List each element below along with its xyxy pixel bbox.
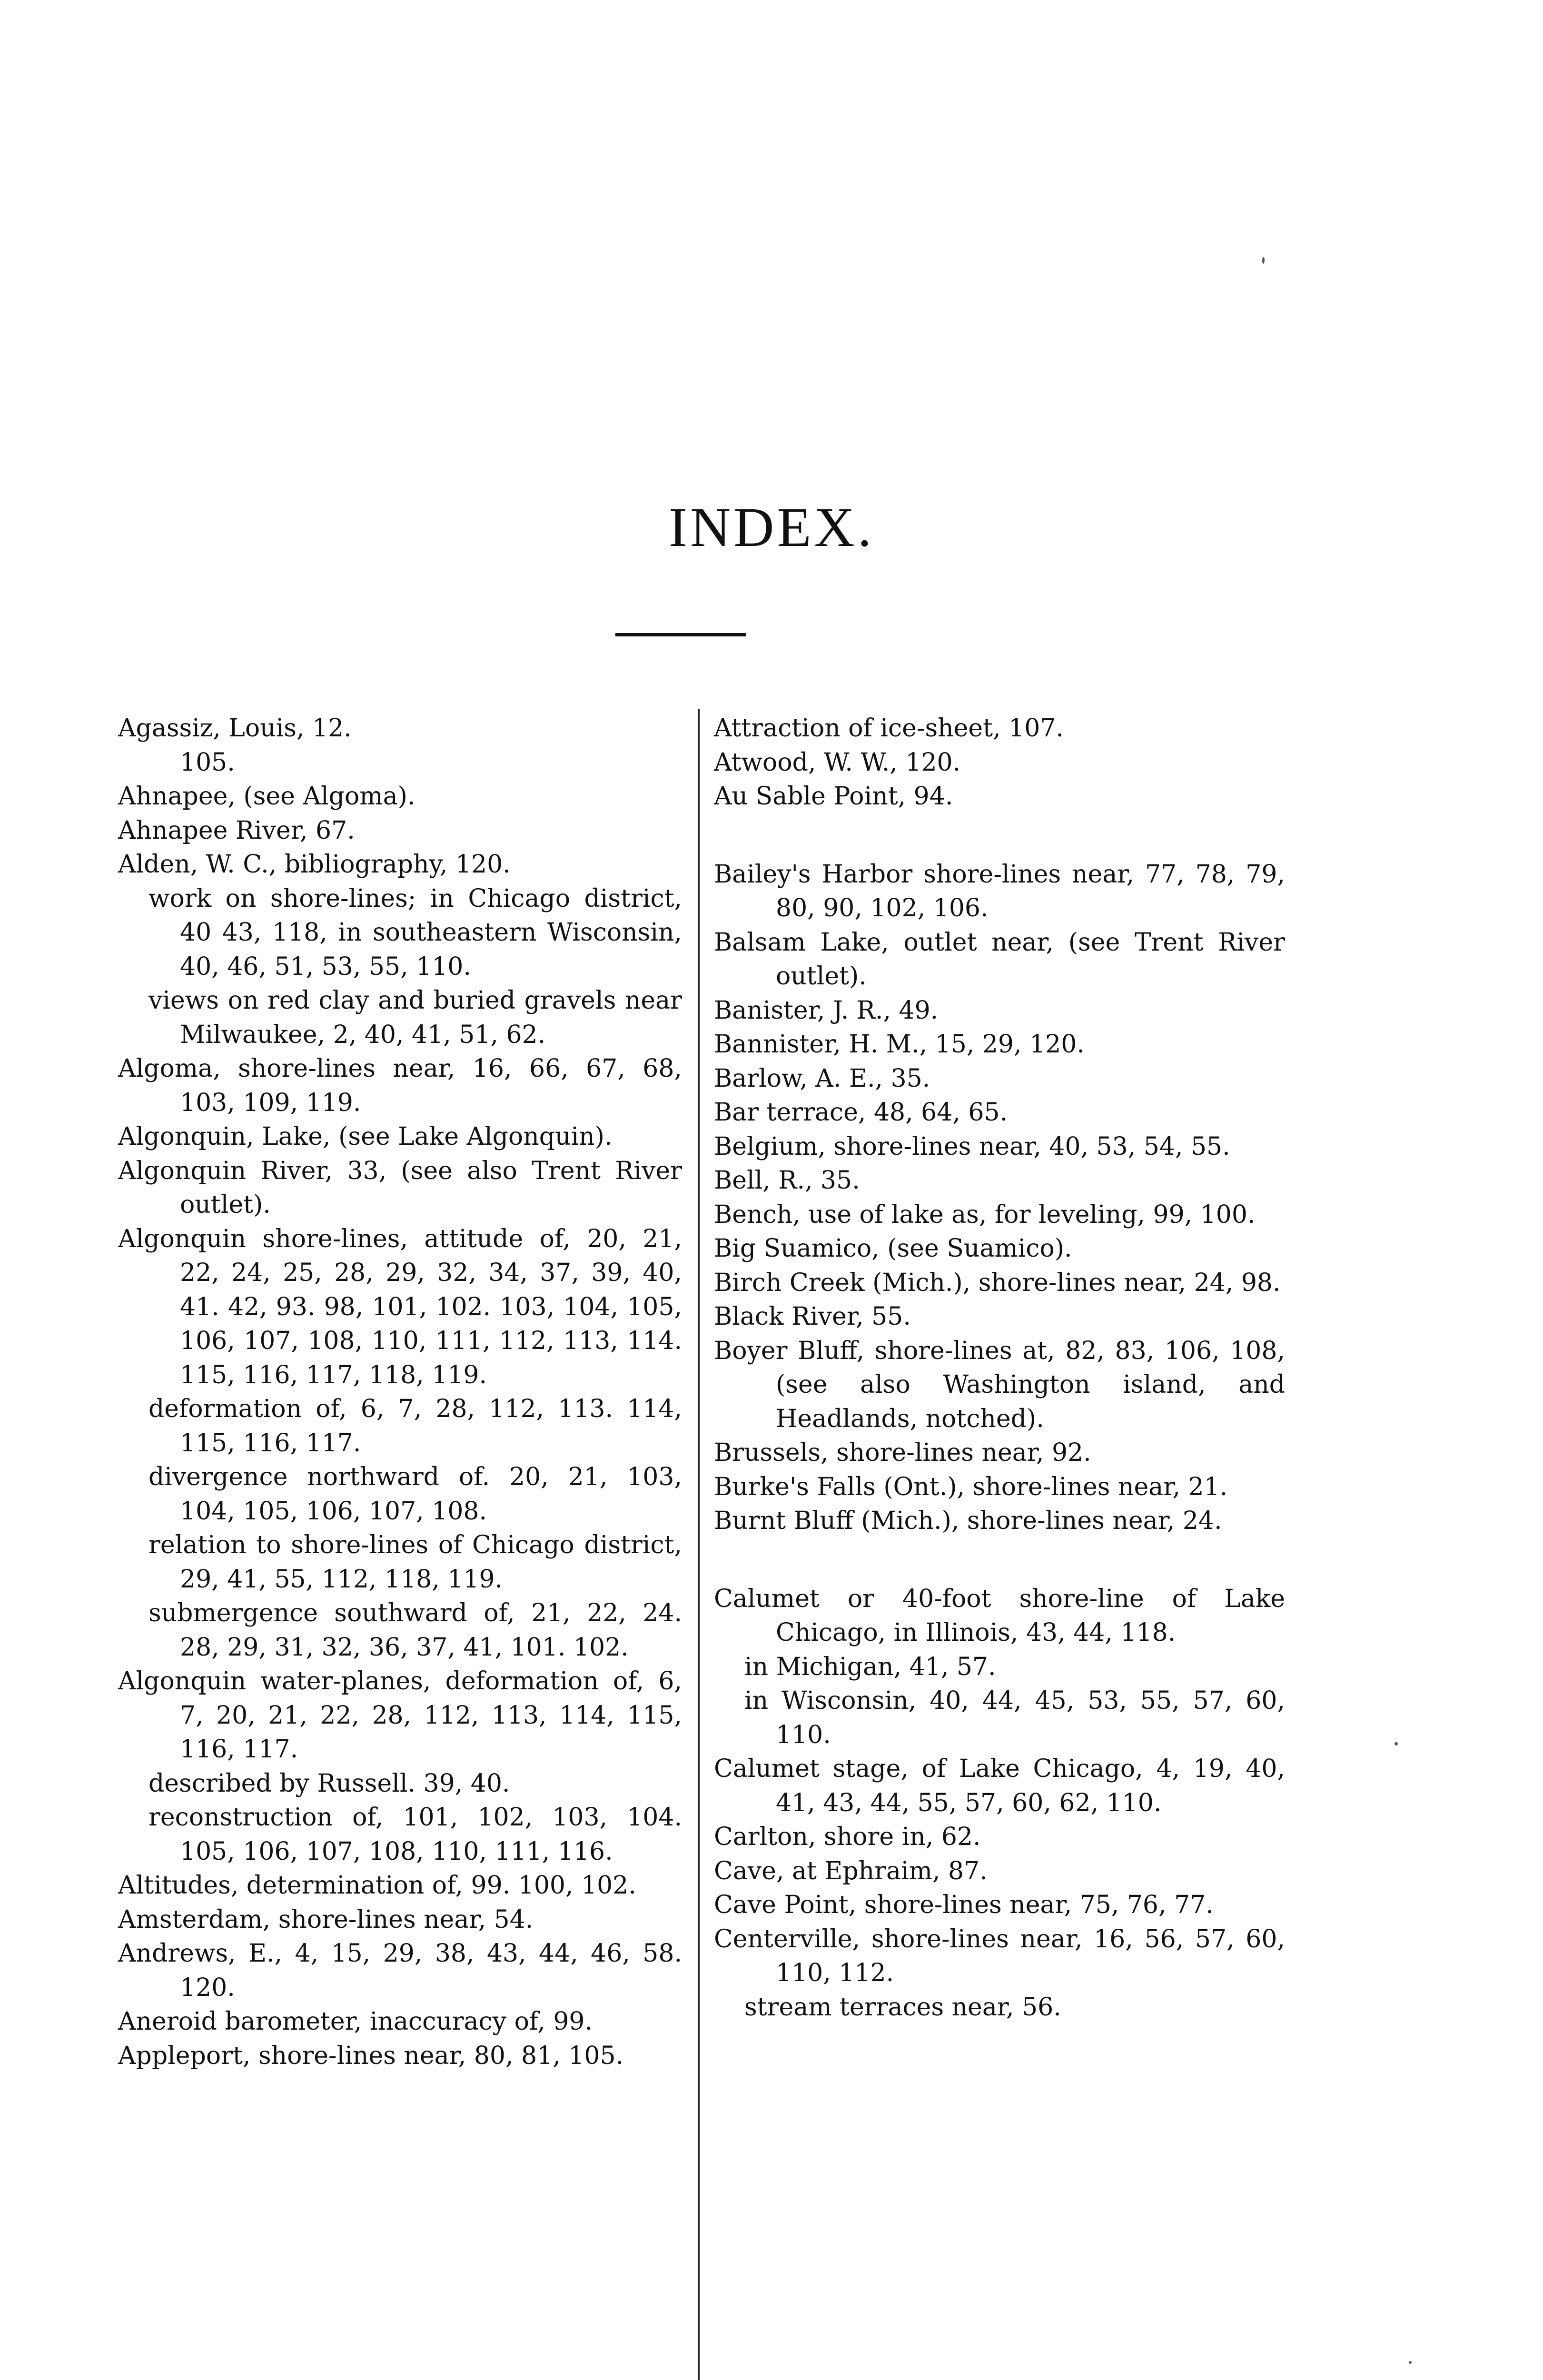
index-entry: Boyer Bluff, shore-lines at, 82, 83, 106, 108, (see also Washington island, and Headlands, notched). — [714, 1336, 1285, 1433]
index-entry: Appleport, shore-lines near, 80, 81, 105. — [118, 2041, 624, 2070]
index-entry: Algonquin, Lake, (see Lake Algonquin). — [118, 1122, 613, 1151]
index-entry: Brussels, shore-lines near, 92. — [714, 1438, 1091, 1467]
index-entry: Algonquin shore-lines, attitude of, 20, 21, 22, 24, 25, 28, 29, 32, 34, 37, 39, 40, 41. 42, 93. 98, 101, 102. 103, 104, 105, 106, 107, 108, 110, 111, 112, 113, 114. 115, 116, 117, 118, 119. — [118, 1224, 682, 1389]
index-subentry: divergence northward of. 20, 21, 103, 104, 105, 106, 107, 108. — [148, 1463, 682, 1526]
index-entry: Altitudes, determination of, 99. 100, 102. — [118, 1871, 636, 1900]
speck-mark — [1262, 257, 1265, 264]
index-entry: Calumet or 40-foot shore-line of Lake Chicago, in Illinois, 43, 44, 118. — [714, 1584, 1285, 1647]
index-entry: Algonquin water-planes, deformation of, 6, 7, 20, 21, 22, 28, 112, 113, 114, 115, 116, 117. — [118, 1667, 682, 1764]
index-entry: Bannister, H. M., 15, 29, 120. — [714, 1030, 1085, 1059]
index-entry: Belgium, shore-lines near, 40, 53, 54, 55. — [714, 1132, 1230, 1161]
index-entry: Aneroid barometer, inaccuracy of, 99. — [118, 2007, 593, 2036]
index-entry: Cave Point, shore-lines near, 75, 76, 77. — [714, 1891, 1214, 1919]
index-subentry: submergence southward of, 21, 22, 24. 28, 29, 31, 32, 36, 37, 41, 101. 102. — [148, 1599, 682, 1662]
index-entry: Atwood, W. W., 120. — [714, 748, 961, 777]
index-entry: Agassiz, Louis, 12. — [118, 714, 352, 743]
index-entry: Birch Creek (Mich.), shore-lines near, 24, 98. — [714, 1268, 1281, 1297]
index-entry: Carlton, shore in, 62. — [714, 1823, 981, 1851]
index-entry: Burke's Falls (Ont.), shore-lines near, 21. — [714, 1472, 1228, 1501]
index-column-right — [714, 712, 1285, 2024]
index-subentry: stream terraces near, 56. — [744, 1993, 1061, 2022]
index-subentry: relation to shore-lines of Chicago district, 29, 41, 55, 112, 118, 119. — [148, 1531, 682, 1594]
index-entry: Ahnapee River, 67. — [118, 816, 355, 845]
index-subentry: reconstruction of, 101, 102, 103, 104. 105, 106, 107, 108, 110, 111, 116. — [148, 1803, 682, 1866]
index-entry: Algoma, shore-lines near, 16, 66, 67, 68, 103, 109, 119. — [118, 1054, 682, 1117]
index-subentry: deformation of, 6, 7, 28, 112, 113. 114, 115, 116, 117. — [148, 1395, 682, 1458]
index-entry: 105. — [180, 748, 235, 777]
section-gap — [714, 814, 1285, 858]
index-entry: Attraction of ice-sheet, 107. — [714, 714, 1064, 743]
index-entry: Andrews, E., 4, 15, 29, 38, 43, 44, 46, 58. 120. — [118, 1939, 682, 2002]
index-entry: Balsam Lake, outlet near, (see Trent River outlet). — [714, 928, 1285, 991]
index-entry: Alden, W. C., bibliography, 120. — [118, 850, 511, 879]
title-rule — [615, 633, 746, 636]
index-entry: Barlow, A. E., 35. — [714, 1064, 930, 1093]
column-divider — [698, 709, 700, 2380]
index-entry: Bell, R., 35. — [714, 1166, 860, 1195]
index-entry: Bar terrace, 48, 64, 65. — [714, 1098, 1008, 1127]
index-entry: Bailey's Harbor shore-lines near, 77, 78, 79, 80, 90, 102, 106. — [714, 860, 1285, 922]
index-entry: Burnt Bluff (Mich.), shore-lines near, 24. — [714, 1507, 1222, 1535]
index-subentry: in Wisconsin, 40, 44, 45, 53, 55, 57, 60, 110. — [744, 1686, 1285, 1749]
index-entry: Calumet stage, of Lake Chicago, 4, 19, 40, 41, 43, 44, 55, 57, 60, 62, 110. — [714, 1755, 1285, 1817]
section-gap — [714, 1538, 1285, 1582]
index-subentry: work on shore-lines; in Chicago district, 40 43, 118, in southeastern Wisconsin, 40, 46, 51, 53, 55, 110. — [148, 884, 682, 981]
index-entry: Au Sable Point, 94. — [714, 782, 953, 811]
index-subentry: described by Russell. 39, 40. — [148, 1769, 510, 1798]
page-title: INDEX. — [668, 496, 875, 558]
index-entry: Bench, use of lake as, for leveling, 99, 100. — [714, 1200, 1256, 1229]
index-entry: Big Suamico, (see Suamico). — [714, 1234, 1072, 1263]
index-entry: Ahnapee, (see Algoma). — [118, 782, 415, 811]
index-subentry: in Michigan, 41, 57. — [744, 1652, 996, 1681]
index-entry: Banister, J. R., 49. — [714, 996, 939, 1025]
index-entry: Amsterdam, shore-lines near, 54. — [118, 1905, 534, 1934]
speck-mark — [1395, 1742, 1398, 1745]
index-entry: Black River, 55. — [714, 1302, 911, 1331]
speck-mark — [1409, 2361, 1412, 2364]
index-entry: Cave, at Ephraim, 87. — [714, 1856, 988, 1885]
index-entry: Algonquin River, 33, (see also Trent River outlet). — [118, 1156, 682, 1219]
index-entry: Centerville, shore-lines near, 16, 56, 57, 60, 110, 112. — [714, 1924, 1285, 1987]
index-subentry: views on red clay and buried gravels near Milwaukee, 2, 40, 41, 51, 62. — [148, 986, 682, 1049]
index-column-left — [118, 712, 682, 2073]
